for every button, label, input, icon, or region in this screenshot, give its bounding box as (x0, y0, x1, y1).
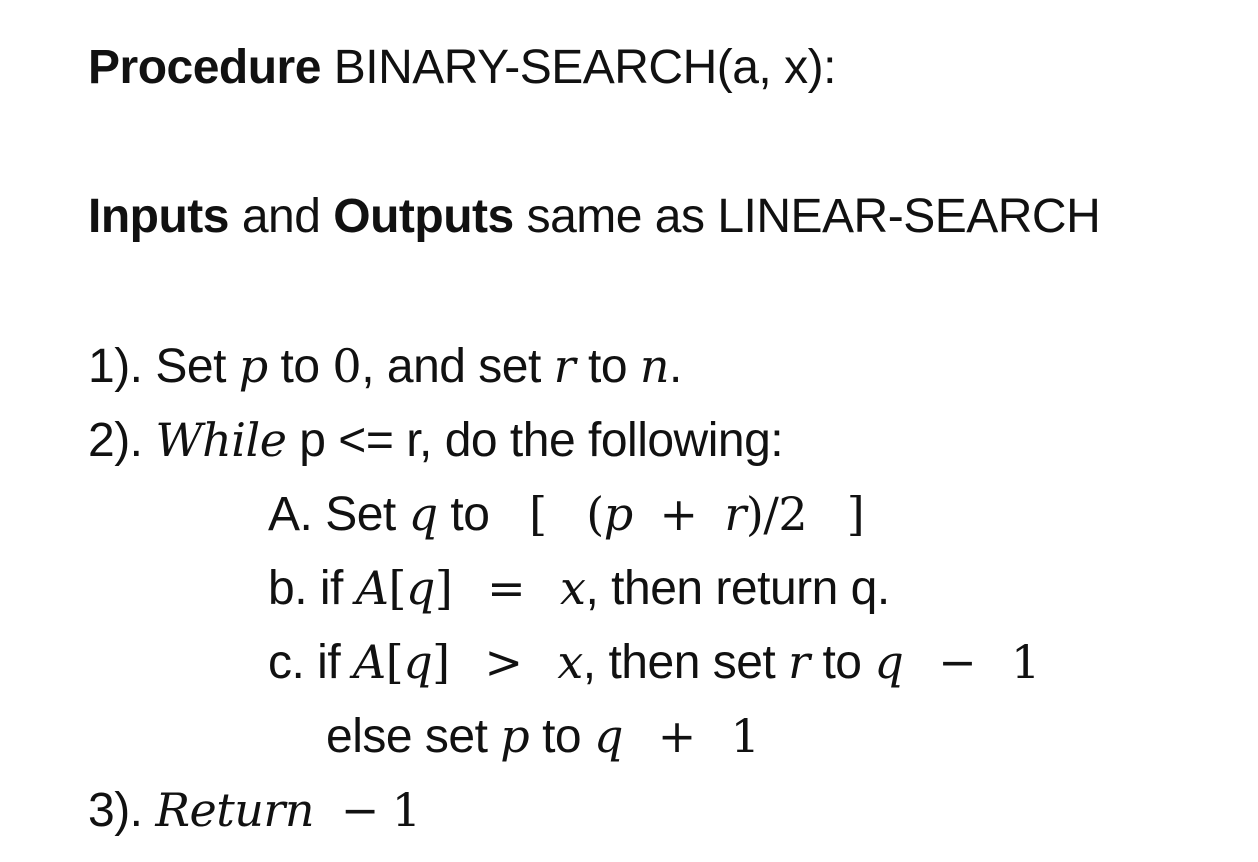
var-p: p (500, 709, 530, 763)
step-3 (88, 780, 420, 841)
step-3-number: 3). (88, 784, 143, 837)
var-q: q (408, 487, 438, 541)
step-a (268, 484, 864, 545)
var-q: q (593, 709, 623, 763)
var-r: r (788, 635, 810, 689)
var-q: q (405, 561, 435, 615)
var-x: x (560, 561, 586, 615)
var-r: r (553, 339, 576, 393)
step-b-label: b. if (268, 562, 343, 615)
step-1 (88, 336, 682, 397)
and-text: and (241, 190, 321, 243)
procedure-signature: BINARY-SEARCH(a, x): (333, 41, 836, 94)
value-one: 1 (730, 709, 760, 763)
plus-operator: + (657, 709, 696, 763)
value-one: 1 (391, 783, 421, 837)
step-1-text-to-2: to (588, 340, 628, 393)
var-q: q (403, 635, 433, 689)
plus-operator: + (659, 487, 698, 541)
step-a-text-to: to (450, 488, 490, 541)
step-c-label: c. if (268, 636, 341, 689)
step-1-text-set: Set (155, 340, 226, 393)
step-1-period: . (669, 340, 682, 393)
step-c-text-to: to (822, 636, 862, 689)
var-q: q (874, 635, 904, 689)
procedure-header (88, 38, 836, 98)
value-zero: 0 (332, 339, 362, 393)
step-c (268, 632, 1040, 693)
var-r: r (724, 487, 746, 541)
paren-open: ( (586, 487, 604, 541)
var-p: p (603, 487, 633, 541)
minus-operator: − (340, 783, 379, 837)
step-b (268, 558, 890, 619)
index-open: [ (385, 635, 404, 689)
var-p: p (238, 339, 268, 393)
io-rest: same as LINEAR-SEARCH (526, 190, 1101, 243)
step-1-text-to: to (280, 340, 320, 393)
index-open: [ (388, 561, 406, 615)
var-x: x (557, 635, 583, 689)
else-text-to: to (542, 710, 582, 763)
while-keyword: While (155, 413, 287, 467)
step-b-text: , then return q. (585, 562, 890, 615)
step-a-label: A. Set (268, 488, 396, 541)
io-description (88, 187, 1100, 247)
step-else (326, 706, 759, 767)
step-2-condition: p <= r, do the following: (299, 414, 784, 467)
floor-close-bracket: ] (846, 487, 865, 541)
paren-close-divide-two: )/2 (745, 487, 808, 541)
minus-operator: − (938, 635, 977, 689)
equals-operator: = (487, 561, 526, 615)
inputs-keyword: Inputs (88, 190, 229, 243)
step-c-text-then-set: , then set (582, 636, 776, 689)
index-close: ] (434, 561, 453, 615)
greater-than-operator: > (484, 635, 523, 689)
array-a: A (353, 635, 386, 689)
else-text-set: else set (326, 710, 488, 763)
return-keyword: Return (155, 783, 314, 837)
array-a: A (355, 561, 389, 615)
step-2 (88, 410, 783, 471)
outputs-keyword: Outputs (333, 190, 514, 243)
step-1-number: 1). (88, 340, 143, 393)
index-close: ] (432, 635, 450, 689)
var-n: n (639, 339, 670, 393)
step-1-text-and-set: , and set (361, 340, 541, 393)
step-2-number: 2). (88, 414, 143, 467)
procedure-keyword: Procedure (88, 41, 321, 94)
floor-open-bracket: [ (529, 487, 547, 541)
value-one: 1 (1011, 635, 1040, 689)
